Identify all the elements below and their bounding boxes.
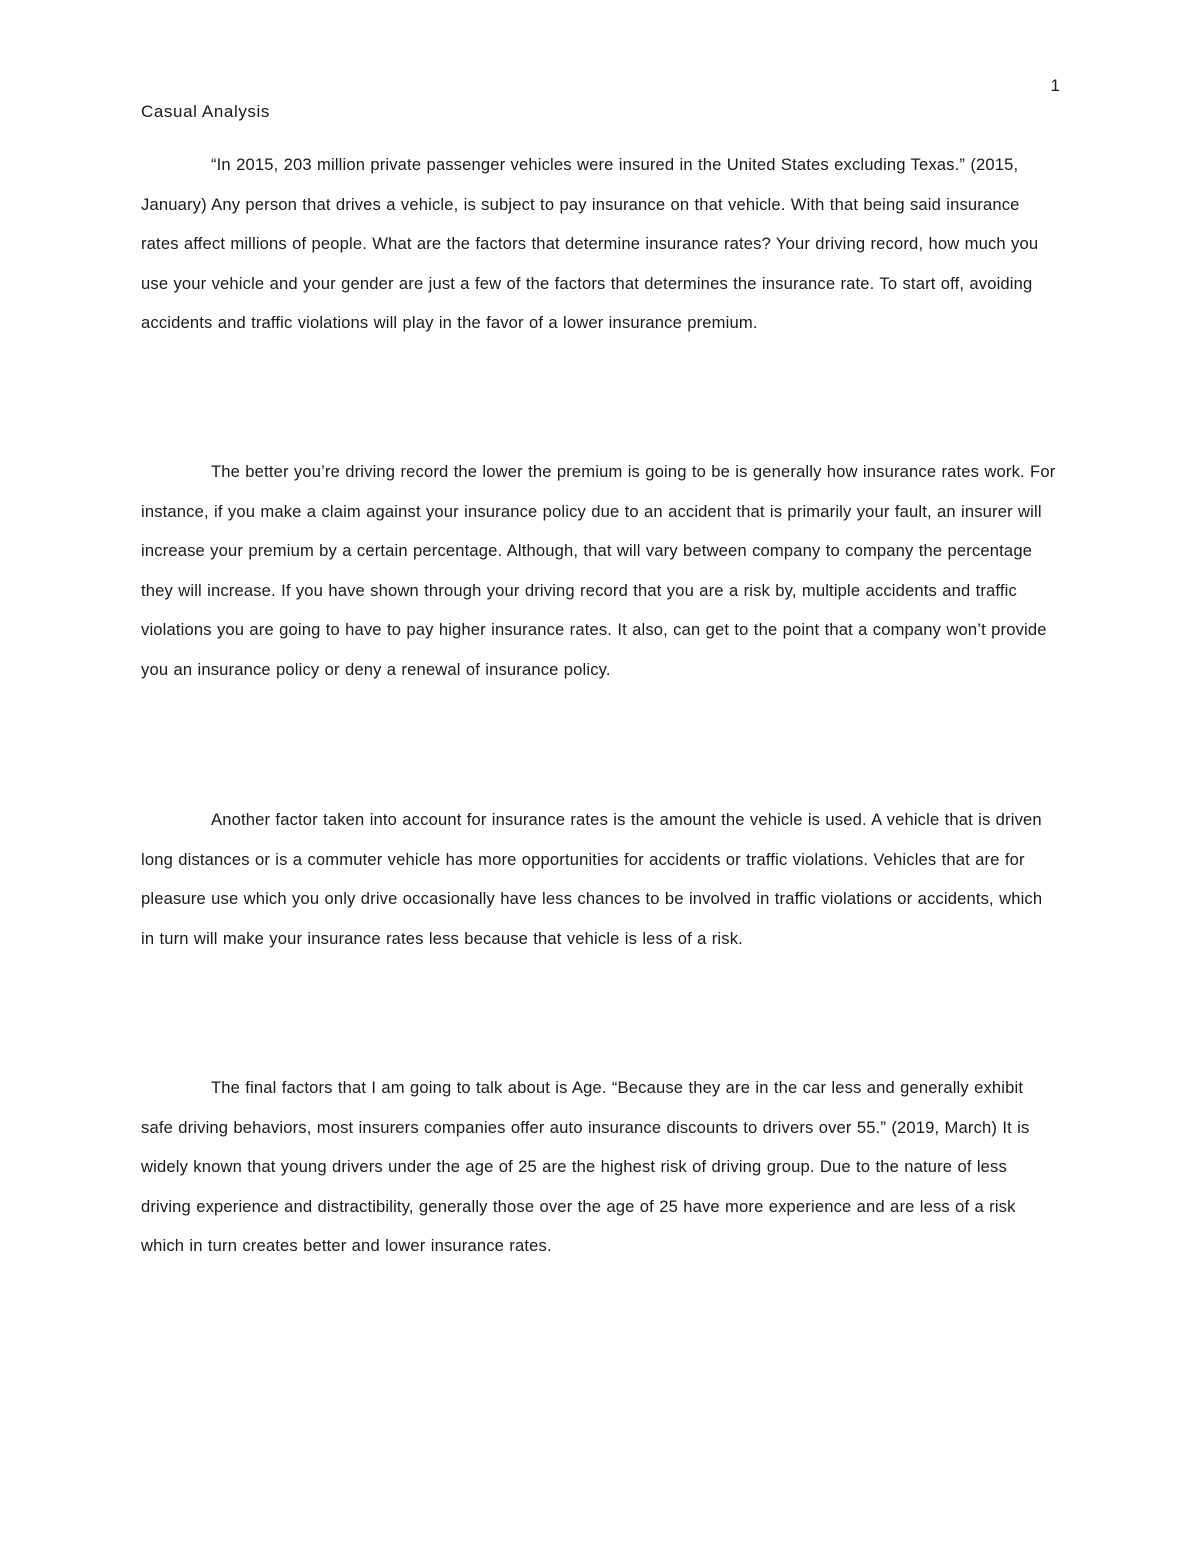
paragraph-2: The better you’re driving record the lower the premium is going to be is generally how insurance rates work. For instance, if you make a claim against your insurance policy due to an accident that is primarily your fault, an insurer will increase your premium by a certain percentage. Although, that will vary between company to company the percentage they will increase. If you have shown through your driving record that you are a risk by, multiple accidents and traffic violations you are going to have to pay higher insurance rates. It also, can get to the point that a company won’t provide you an insurance policy or deny a renewal of insurance policy.: [141, 462, 1056, 679]
page-number: 1: [1050, 76, 1060, 95]
paragraph-1: “In 2015, 203 million private passenger vehicles were insured in the United States excluding Texas.” (2015, January) Any person that drives a vehicle, is subject to pay insurance on that vehicle. With that being said insurance rates affect millions of people. What are the factors that determine insurance rates? Your driving record, how much you use your vehicle and your gender are just a few of the factors that determines the insurance rate. To start off, avoiding accidents and traffic violations will play in the favor of a lower insurance premium.: [141, 155, 1039, 333]
document-title: Casual Analysis: [141, 102, 271, 121]
paragraph-3: Another factor taken into account for insurance rates is the amount the vehicle is used. A vehicle that is driven long distances or is a commuter vehicle has more opportunities for accidents or traffic violations. Vehicles that are for pleasure use which you only drive occasionally have less chances to be involved in traffic violations or accidents, which in turn will make your insurance rates less because that vehicle is less of a risk.: [141, 810, 1043, 948]
paragraph-4: The final factors that I am going to talk about is Age. “Because they are in the car less and generally exhibit safe driving behaviors, most insurers companies offer auto insurance discounts to drivers over 55.” (2019, March) It is widely known that young drivers under the age of 25 are the highest risk of driving group. Due to the nature of less driving experience and distractibility, generally those over the age of 25 have more experience and are less of a risk which in turn creates better and lower insurance rates.: [141, 1078, 1030, 1256]
